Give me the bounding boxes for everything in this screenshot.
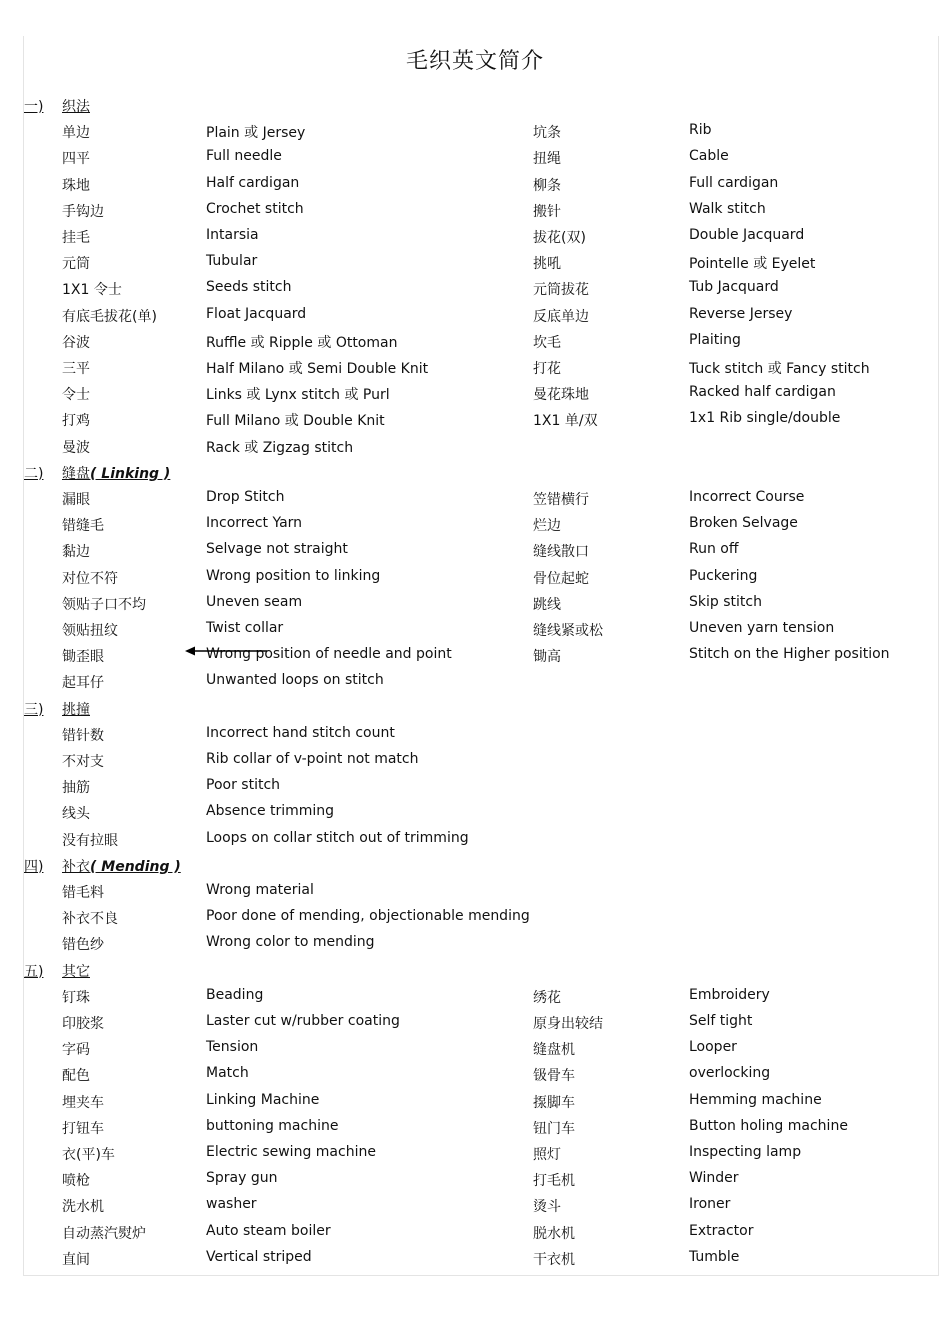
term-chinese: 有底毛拔花(单) bbox=[62, 308, 157, 325]
term-english: Vertical striped bbox=[206, 1248, 312, 1265]
term-chinese: 1X1 令士 bbox=[62, 282, 122, 299]
term-english: Broken Selvage bbox=[689, 515, 798, 532]
term-english: Auto steam boiler bbox=[206, 1222, 331, 1239]
term-chinese: 挂毛 bbox=[62, 230, 90, 246]
term-english: Laster cut w/rubber coating bbox=[206, 1013, 400, 1029]
term-chinese: 不对支 bbox=[62, 754, 104, 770]
term-chinese: 曼花珠地 bbox=[533, 387, 589, 404]
section-title bbox=[62, 961, 90, 981]
term-chinese: 扭绳 bbox=[533, 151, 561, 168]
term-english: Racked half cardigan bbox=[689, 384, 836, 401]
term-chinese: 衣(平)车 bbox=[62, 1147, 115, 1163]
term-english: 1x1 Rib single/double bbox=[689, 410, 841, 427]
section-number: 三) bbox=[24, 701, 44, 718]
term-english: Match bbox=[206, 1065, 249, 1082]
term-english: Walk stitch bbox=[689, 200, 766, 217]
term-english: Pointelle 或 Eyelet bbox=[689, 256, 816, 273]
term-chinese: 缝线散口 bbox=[533, 544, 589, 561]
term-chinese: 打钮车 bbox=[62, 1120, 104, 1137]
section-title-zh: 缝盘 bbox=[62, 465, 90, 482]
section-number: 一) bbox=[24, 99, 44, 115]
section-number: 四) bbox=[24, 858, 44, 875]
section-title bbox=[62, 699, 90, 719]
glossary-row bbox=[0, 1114, 950, 1140]
glossary-row bbox=[0, 668, 950, 694]
glossary-row bbox=[0, 537, 950, 563]
term-english: Linking Machine bbox=[206, 1091, 320, 1108]
glossary-row bbox=[0, 1009, 950, 1035]
term-chinese: 绣花 bbox=[533, 989, 561, 1006]
term-chinese: 谷波 bbox=[62, 334, 90, 351]
term-english: Spray gun bbox=[206, 1170, 278, 1187]
term-chinese: 起耳仔 bbox=[62, 675, 104, 692]
term-english: Double Jacquard bbox=[689, 227, 805, 243]
section-title-zh: 挑撞 bbox=[62, 701, 90, 718]
section-title-zh: 织法 bbox=[62, 99, 90, 115]
term-english: Tub Jacquard bbox=[689, 279, 779, 296]
term-chinese: 钮门车 bbox=[533, 1120, 575, 1137]
term-english: Full Milano 或 Double Knit bbox=[206, 413, 385, 430]
glossary-row bbox=[0, 406, 950, 432]
term-chinese: 柳条 bbox=[533, 177, 561, 194]
term-english: Skip stitch bbox=[689, 593, 762, 610]
glossary-row bbox=[0, 616, 950, 642]
term-chinese: 钉珠 bbox=[62, 989, 90, 1006]
glossary-row bbox=[0, 433, 950, 459]
section-title-en: ( Linking ) bbox=[90, 465, 171, 482]
glossary-row bbox=[0, 826, 950, 852]
glossary-row bbox=[0, 328, 950, 354]
term-chinese: 配色 bbox=[62, 1068, 90, 1085]
section-number: 二) bbox=[24, 465, 44, 482]
glossary-row bbox=[0, 144, 950, 170]
term-chinese: 钑骨车 bbox=[533, 1068, 575, 1085]
term-chinese: 四平 bbox=[62, 151, 90, 168]
glossary-row bbox=[0, 511, 950, 537]
term-english: overlocking bbox=[689, 1065, 771, 1082]
term-chinese: 抽筋 bbox=[62, 780, 90, 797]
glossary-row bbox=[0, 354, 950, 380]
term-chinese: 对位不符 bbox=[62, 570, 118, 587]
term-english: Half cardigan bbox=[206, 174, 300, 191]
term-english: Tension bbox=[206, 1039, 259, 1056]
glossary-row bbox=[0, 564, 950, 590]
glossary-row bbox=[0, 1140, 950, 1166]
section-number: 五) bbox=[24, 963, 44, 980]
term-english: Wrong material bbox=[206, 882, 314, 898]
term-english: Tuck stitch 或 Fancy stitch bbox=[689, 361, 870, 377]
term-english: Winder bbox=[689, 1170, 739, 1187]
term-english: Wrong position of needle and point bbox=[206, 646, 452, 663]
glossary-row bbox=[0, 721, 950, 747]
page-title: 毛织英文简介 bbox=[405, 49, 544, 74]
term-chinese: 单边 bbox=[62, 125, 90, 142]
term-english: Crochet stitch bbox=[206, 200, 304, 217]
glossary-row bbox=[0, 590, 950, 616]
section-title-zh: 其它 bbox=[62, 963, 90, 980]
section-title-en: ( Mending ) bbox=[90, 858, 181, 875]
term-english: Plain 或 Jersey bbox=[206, 125, 306, 142]
term-english: Poor done of mending, objectionable mending bbox=[206, 908, 530, 925]
glossary-row bbox=[0, 249, 950, 275]
term-chinese: 挑吼 bbox=[533, 256, 561, 273]
term-chinese: 打毛机 bbox=[533, 1173, 575, 1190]
glossary-row bbox=[0, 223, 950, 249]
term-chinese: 珠地 bbox=[62, 177, 90, 194]
term-chinese: 埋夹车 bbox=[62, 1094, 104, 1111]
term-english: Tumble bbox=[689, 1248, 740, 1265]
glossary-row bbox=[0, 118, 950, 144]
term-english: Plaiting bbox=[689, 331, 741, 348]
term-english: Hemming machine bbox=[689, 1091, 822, 1108]
term-chinese: 洗水机 bbox=[62, 1199, 104, 1216]
term-english: Twist collar bbox=[206, 620, 284, 636]
term-chinese: 喷枪 bbox=[62, 1173, 90, 1190]
term-english: Rib collar of v-point not match bbox=[206, 751, 419, 767]
glossary-row bbox=[0, 904, 950, 930]
term-english: Uneven yarn tension bbox=[689, 620, 835, 636]
term-chinese: 反底单边 bbox=[533, 308, 589, 325]
glossary-row bbox=[0, 642, 950, 668]
term-chinese: 1X1 单/双 bbox=[533, 413, 598, 430]
term-chinese: 跳线 bbox=[533, 596, 561, 613]
term-chinese: 搬针 bbox=[533, 203, 561, 220]
term-chinese: 自动蒸汽熨炉 bbox=[62, 1225, 146, 1242]
glossary-row bbox=[0, 1192, 950, 1218]
term-english: Selvage not straight bbox=[206, 541, 348, 558]
term-chinese: 补衣不良 bbox=[62, 911, 118, 928]
term-chinese: 元筒拔花 bbox=[533, 282, 589, 299]
term-chinese: 干衣机 bbox=[533, 1251, 575, 1268]
section-heading bbox=[0, 92, 950, 118]
term-english: Float Jacquard bbox=[206, 305, 307, 322]
term-english: Loops on collar stitch out of trimming bbox=[206, 829, 469, 846]
section-heading bbox=[0, 957, 950, 983]
term-chinese: 错针数 bbox=[62, 727, 104, 744]
term-english: Cable bbox=[689, 148, 729, 165]
term-english: Absence trimming bbox=[206, 803, 335, 820]
term-chinese: 三平 bbox=[62, 361, 90, 377]
term-english: Reverse Jersey bbox=[689, 305, 793, 322]
glossary-row bbox=[0, 878, 950, 904]
glossary-row bbox=[0, 773, 950, 799]
glossary-row bbox=[0, 1166, 950, 1192]
term-chinese: 手钩边 bbox=[62, 203, 104, 220]
glossary-row bbox=[0, 1219, 950, 1245]
section-title bbox=[62, 856, 181, 876]
glossary-row bbox=[0, 1088, 950, 1114]
term-chinese: 领贴子口不均 bbox=[62, 596, 146, 613]
term-chinese: 打鸡 bbox=[62, 413, 90, 430]
term-chinese: 线头 bbox=[62, 806, 90, 823]
arrow-left-icon bbox=[185, 645, 267, 657]
term-chinese: 笠错横行 bbox=[533, 492, 589, 508]
glossary-row bbox=[0, 1061, 950, 1087]
glossary-row bbox=[0, 1035, 950, 1061]
term-chinese: 打花 bbox=[533, 361, 561, 377]
term-chinese: 骨位起蛇 bbox=[533, 570, 589, 587]
term-english: Electric sewing machine bbox=[206, 1144, 376, 1160]
term-english: Intarsia bbox=[206, 227, 259, 243]
glossary-row bbox=[0, 1245, 950, 1271]
term-english: Links 或 Lynx stitch 或 Purl bbox=[206, 387, 390, 404]
term-english: Inspecting lamp bbox=[689, 1144, 802, 1160]
term-english: Puckering bbox=[689, 567, 758, 584]
term-english: Stitch on the Higher position bbox=[689, 646, 890, 663]
term-english: Drop Stitch bbox=[206, 489, 285, 505]
term-chinese: 领贴扭纹 bbox=[62, 623, 118, 639]
term-english: Full needle bbox=[206, 148, 282, 165]
term-english: Extractor bbox=[689, 1222, 754, 1239]
glossary-row bbox=[0, 197, 950, 223]
term-chinese: 直间 bbox=[62, 1251, 90, 1268]
term-chinese: 缝线紧或松 bbox=[533, 623, 603, 639]
term-chinese: 拔花(双) bbox=[533, 230, 586, 246]
term-chinese: 黏边 bbox=[62, 544, 90, 561]
term-english: Beading bbox=[206, 986, 264, 1003]
term-english: Full cardigan bbox=[689, 174, 779, 191]
term-english: Ironer bbox=[689, 1196, 731, 1213]
term-chinese: 烂边 bbox=[533, 518, 561, 535]
term-english: Rack 或 Zigzag stitch bbox=[206, 439, 354, 456]
glossary-row bbox=[0, 275, 950, 301]
term-chinese: 没有拉眼 bbox=[62, 832, 118, 849]
term-english: Rib bbox=[689, 122, 712, 139]
term-english: Self tight bbox=[689, 1013, 753, 1029]
section-heading bbox=[0, 459, 950, 485]
term-chinese: 错毛料 bbox=[62, 885, 104, 901]
term-chinese: 坑条 bbox=[533, 125, 561, 142]
term-english: Poor stitch bbox=[206, 777, 281, 794]
term-english: Incorrect hand stitch count bbox=[206, 724, 395, 741]
term-english: Wrong color to mending bbox=[206, 934, 375, 951]
term-english: Incorrect Yarn bbox=[206, 515, 303, 532]
glossary-row bbox=[0, 171, 950, 197]
term-chinese: 烫斗 bbox=[533, 1199, 561, 1216]
term-chinese: 漏眼 bbox=[62, 492, 90, 508]
section-title bbox=[62, 463, 170, 483]
section-title bbox=[62, 96, 90, 116]
term-chinese: 原身出较结 bbox=[533, 1016, 603, 1032]
glossary-row bbox=[0, 799, 950, 825]
term-english: Half Milano 或 Semi Double Knit bbox=[206, 361, 429, 377]
term-english: Seeds stitch bbox=[206, 279, 292, 296]
term-chinese: 坎毛 bbox=[533, 334, 561, 351]
term-chinese: 缝盘机 bbox=[533, 1042, 575, 1059]
term-english: Incorrect Course bbox=[689, 489, 805, 505]
term-chinese: 错色纱 bbox=[62, 937, 104, 954]
glossary-row bbox=[0, 747, 950, 773]
term-english: washer bbox=[206, 1196, 257, 1213]
term-english: Unwanted loops on stitch bbox=[206, 672, 384, 689]
term-english: Button holing machine bbox=[689, 1117, 848, 1134]
term-chinese: 揼脚车 bbox=[533, 1094, 575, 1111]
term-chinese: 曼波 bbox=[62, 439, 90, 456]
term-chinese: 照灯 bbox=[533, 1147, 561, 1163]
term-english: buttoning machine bbox=[206, 1117, 339, 1134]
term-english: Looper bbox=[689, 1039, 737, 1056]
term-english: Wrong position to linking bbox=[206, 567, 381, 584]
glossary-row bbox=[0, 983, 950, 1009]
term-chinese: 错缝毛 bbox=[62, 518, 104, 535]
term-english: Uneven seam bbox=[206, 593, 303, 610]
glossary-row bbox=[0, 930, 950, 956]
section-heading bbox=[0, 695, 950, 721]
term-chinese: 锄高 bbox=[533, 649, 561, 666]
term-chinese: 脱水机 bbox=[533, 1225, 575, 1242]
term-chinese: 元筒 bbox=[62, 256, 90, 273]
term-chinese: 令士 bbox=[62, 387, 90, 404]
term-english: Ruffle 或 Ripple 或 Ottoman bbox=[206, 334, 398, 351]
section-title-zh: 补衣 bbox=[62, 858, 90, 875]
term-english: Tubular bbox=[206, 253, 258, 270]
glossary-row bbox=[0, 380, 950, 406]
term-english: Run off bbox=[689, 541, 739, 558]
term-chinese: 字码 bbox=[62, 1042, 90, 1059]
term-chinese: 锄歪眼 bbox=[62, 649, 104, 666]
glossary-row bbox=[0, 485, 950, 511]
term-chinese: 印胶浆 bbox=[62, 1016, 104, 1032]
section-heading bbox=[0, 852, 950, 878]
glossary-row bbox=[0, 302, 950, 328]
term-english: Embroidery bbox=[689, 986, 770, 1003]
